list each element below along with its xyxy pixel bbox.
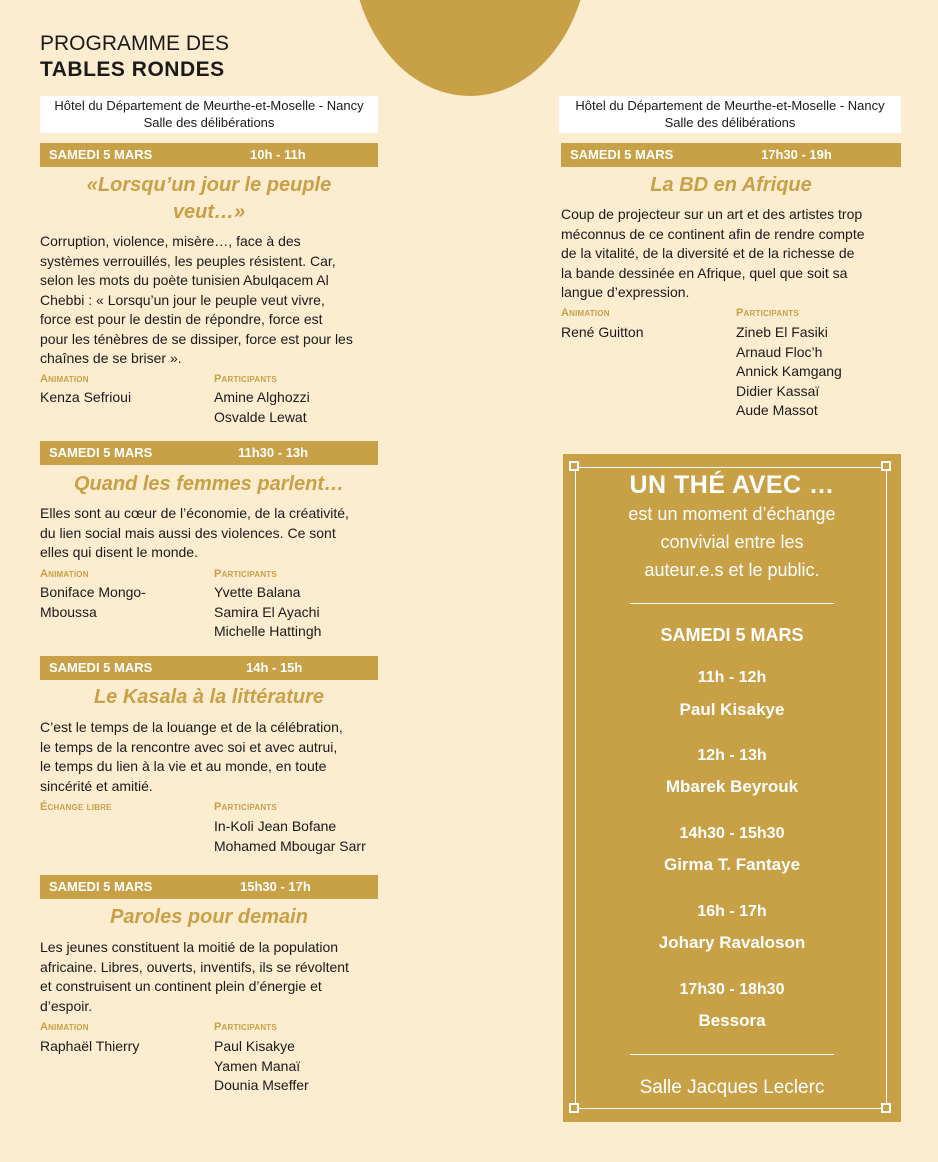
participant-name: Aude Massot bbox=[736, 402, 818, 418]
desc-line: Corruption, violence, misère…, face à des bbox=[40, 233, 301, 249]
desc-line: Elles sont au cœur de l’économie, de la créativité, bbox=[40, 505, 349, 521]
animator-name: Kenza Sefrioui bbox=[40, 389, 132, 405]
participant-name: Yvette Balana bbox=[214, 584, 301, 600]
tea-slot-time: 12h - 13h bbox=[697, 747, 767, 764]
session-day: SAMEDI 5 MARS bbox=[49, 879, 153, 894]
tea-slot-author: Mbarek Beyrouk bbox=[665, 777, 799, 796]
desc-line: méconnus de ce continent afin de rendre compte bbox=[561, 225, 865, 242]
tea-intro-line: est un moment d’échange bbox=[628, 504, 836, 524]
participants-label: Participants bbox=[214, 373, 277, 385]
session-title bbox=[40, 471, 378, 498]
participants-label: Participants bbox=[214, 568, 277, 580]
session-title bbox=[40, 684, 378, 711]
session-day: SAMEDI 5 MARS bbox=[570, 147, 674, 162]
animation-label: Animation bbox=[561, 307, 610, 319]
animator-name: Boniface Mongo- bbox=[40, 584, 146, 600]
animation-names bbox=[40, 583, 146, 622]
session-time: 14h - 15h bbox=[246, 660, 303, 675]
venue-right bbox=[559, 96, 901, 133]
animator-name: René Guitton bbox=[561, 324, 644, 340]
tea-slot-author: Paul Kisakye bbox=[679, 700, 785, 719]
animation-names bbox=[561, 323, 644, 343]
animator-name: Mboussa bbox=[40, 603, 97, 620]
desc-line: Chebbi : « Lorsqu’un jour le peuple veut vivre, bbox=[40, 291, 325, 308]
desc-line: le temps du lien à la vie et au monde, en toute bbox=[40, 758, 327, 774]
echange-label: Échange libre bbox=[40, 801, 112, 813]
desc-line: d’espoir. bbox=[40, 997, 93, 1014]
participants-label: Participants bbox=[736, 307, 799, 319]
desc-line: langue d’expression. bbox=[561, 284, 690, 300]
session-title-line: La BD en Afrique bbox=[650, 174, 812, 196]
participant-name: Amine Alghozzi bbox=[214, 389, 310, 405]
participant-name: Paul Kisakye bbox=[214, 1038, 295, 1054]
participants-label: Participants bbox=[214, 1021, 277, 1033]
session-title bbox=[40, 172, 378, 226]
participant-name: Osvalde Lewat bbox=[214, 408, 307, 425]
session-title-line: Paroles pour demain bbox=[110, 906, 308, 928]
desc-line: africaine. Libres, ouverts, inventifs, ils se révoltent bbox=[40, 958, 349, 975]
session-title-line: «Lorsqu’un jour le peuple bbox=[86, 174, 332, 196]
tea-slot-author: Girma T. Fantaye bbox=[663, 855, 801, 874]
desc-line: Les jeunes constituent la moitié de la population bbox=[40, 939, 339, 955]
session-title bbox=[40, 904, 378, 931]
tea-slot-time: 14h30 - 15h30 bbox=[679, 825, 785, 842]
corner-ornament-icon bbox=[569, 461, 579, 471]
participant-name: Didier Kassaï bbox=[736, 382, 820, 399]
venue-room: Salle des délibérations bbox=[664, 115, 796, 130]
participant-name: Mohamed Mbougar Sarr bbox=[214, 837, 366, 854]
session-time: 11h30 - 13h bbox=[238, 445, 309, 460]
tea-slot-author: Johary Ravaloson bbox=[658, 933, 806, 952]
animator-name: Raphaël Thierry bbox=[40, 1038, 140, 1054]
tea-intro-line: auteur.e.s et le public. bbox=[644, 560, 820, 580]
venue-left bbox=[40, 96, 378, 133]
session-description bbox=[40, 938, 380, 1016]
animation-label: Animation bbox=[40, 568, 89, 580]
desc-line: et construisent un continent plein d’énergie et bbox=[40, 978, 322, 994]
corner-ornament-icon bbox=[569, 1103, 579, 1113]
session-bar bbox=[40, 143, 378, 167]
desc-line: la bande dessinée en Afrique, quel que soit sa bbox=[561, 264, 848, 281]
session-time: 15h30 - 17h bbox=[240, 879, 311, 894]
session-bar bbox=[40, 875, 378, 899]
divider bbox=[630, 603, 834, 604]
desc-line: de la vitalité, de la diversité et de la richesse de bbox=[561, 245, 855, 261]
desc-line: sincérité et amitié. bbox=[40, 777, 153, 794]
session-description bbox=[40, 718, 380, 796]
page-title-line-2: TABLES RONDES bbox=[40, 58, 225, 81]
session-description bbox=[40, 232, 380, 369]
venue-room: Salle des délibérations bbox=[143, 115, 275, 130]
participant-name: Dounia Mseffer bbox=[214, 1077, 309, 1093]
session-title-line: Le Kasala à la littérature bbox=[93, 686, 325, 708]
desc-line: pour les ténèbres de se dissiper, force est pour les bbox=[40, 330, 353, 347]
desc-line: du lien social mais aussi des violences. Ce sont bbox=[40, 524, 336, 541]
tea-slot-author: Bessora bbox=[698, 1011, 766, 1030]
tea-title: UN THÉ AVEC … bbox=[629, 471, 835, 499]
participant-name: Arnaud Floc’h bbox=[736, 343, 823, 360]
participant-names bbox=[214, 817, 366, 856]
tea-slot-time: 17h30 - 18h30 bbox=[679, 981, 785, 998]
corner-ornament-icon bbox=[881, 1103, 891, 1113]
decorative-circle bbox=[351, 0, 589, 96]
desc-line: Coup de projecteur sur un art et des artistes trop bbox=[561, 206, 863, 222]
participant-name: Annick Kamgang bbox=[736, 363, 842, 379]
session-bar bbox=[561, 143, 901, 167]
session-time: 10h - 11h bbox=[250, 147, 306, 162]
session-day: SAMEDI 5 MARS bbox=[49, 445, 153, 460]
animation-label: Animation bbox=[40, 1021, 89, 1033]
tea-intro-line: convivial entre les bbox=[660, 532, 804, 552]
participant-name: Yamen Manaï bbox=[214, 1057, 301, 1074]
session-day: SAMEDI 5 MARS bbox=[49, 660, 153, 675]
session-title bbox=[561, 172, 901, 199]
participant-names bbox=[214, 1037, 309, 1096]
animation-names bbox=[40, 388, 131, 408]
participant-names bbox=[736, 323, 842, 421]
session-bar bbox=[40, 656, 378, 680]
tea-intro bbox=[563, 500, 901, 584]
desc-line: chaînes de se briser ». bbox=[40, 350, 182, 366]
desc-line: selon les mots du poète tunisien Abulqacem Al bbox=[40, 272, 329, 288]
participant-name: Zineb El Fasiki bbox=[736, 324, 828, 340]
animation-label: Animation bbox=[40, 373, 89, 385]
session-time: 17h30 - 19h bbox=[761, 147, 832, 162]
desc-line: force est pour le destin de répondre, force est bbox=[40, 311, 323, 327]
tea-room: Salle Jacques Leclerc bbox=[639, 1077, 825, 1098]
session-description bbox=[40, 504, 380, 563]
tea-slot-time: 11h - 12h bbox=[697, 669, 767, 686]
session-description bbox=[561, 205, 901, 303]
desc-line: le temps de la rencontre avec soi et avec autrui, bbox=[40, 738, 338, 755]
participant-name: In-Koli Jean Bofane bbox=[214, 818, 337, 834]
session-title-line: Quand les femmes parlent… bbox=[73, 473, 345, 495]
venue-name: Hôtel du Département de Meurthe-et-Moselle - Nancy bbox=[54, 98, 364, 113]
participant-name: Samira El Ayachi bbox=[214, 603, 320, 620]
corner-ornament-icon bbox=[881, 461, 891, 471]
desc-line: C’est le temps de la louange et de la célébration, bbox=[40, 719, 343, 735]
tea-slot-time: 16h - 17h bbox=[697, 903, 767, 920]
animation-names bbox=[40, 1037, 139, 1057]
session-title-line: veut…» bbox=[172, 201, 246, 223]
participant-names bbox=[214, 583, 321, 642]
session-bar bbox=[40, 441, 378, 465]
venue-name: Hôtel du Département de Meurthe-et-Moselle - Nancy bbox=[575, 98, 885, 113]
divider bbox=[630, 1054, 834, 1055]
participant-names bbox=[214, 388, 310, 427]
session-day: SAMEDI 5 MARS bbox=[49, 147, 153, 162]
desc-line: elles qui disent le monde. bbox=[40, 544, 198, 560]
page-title-line-1: PROGRAMME DES bbox=[40, 32, 230, 55]
tea-day: SAMEDI 5 MARS bbox=[660, 625, 804, 645]
desc-line: systèmes verrouillés, les peuples résistent. Car, bbox=[40, 252, 336, 269]
participant-name: Michelle Hattingh bbox=[214, 623, 322, 639]
participants-label: Participants bbox=[214, 801, 277, 813]
